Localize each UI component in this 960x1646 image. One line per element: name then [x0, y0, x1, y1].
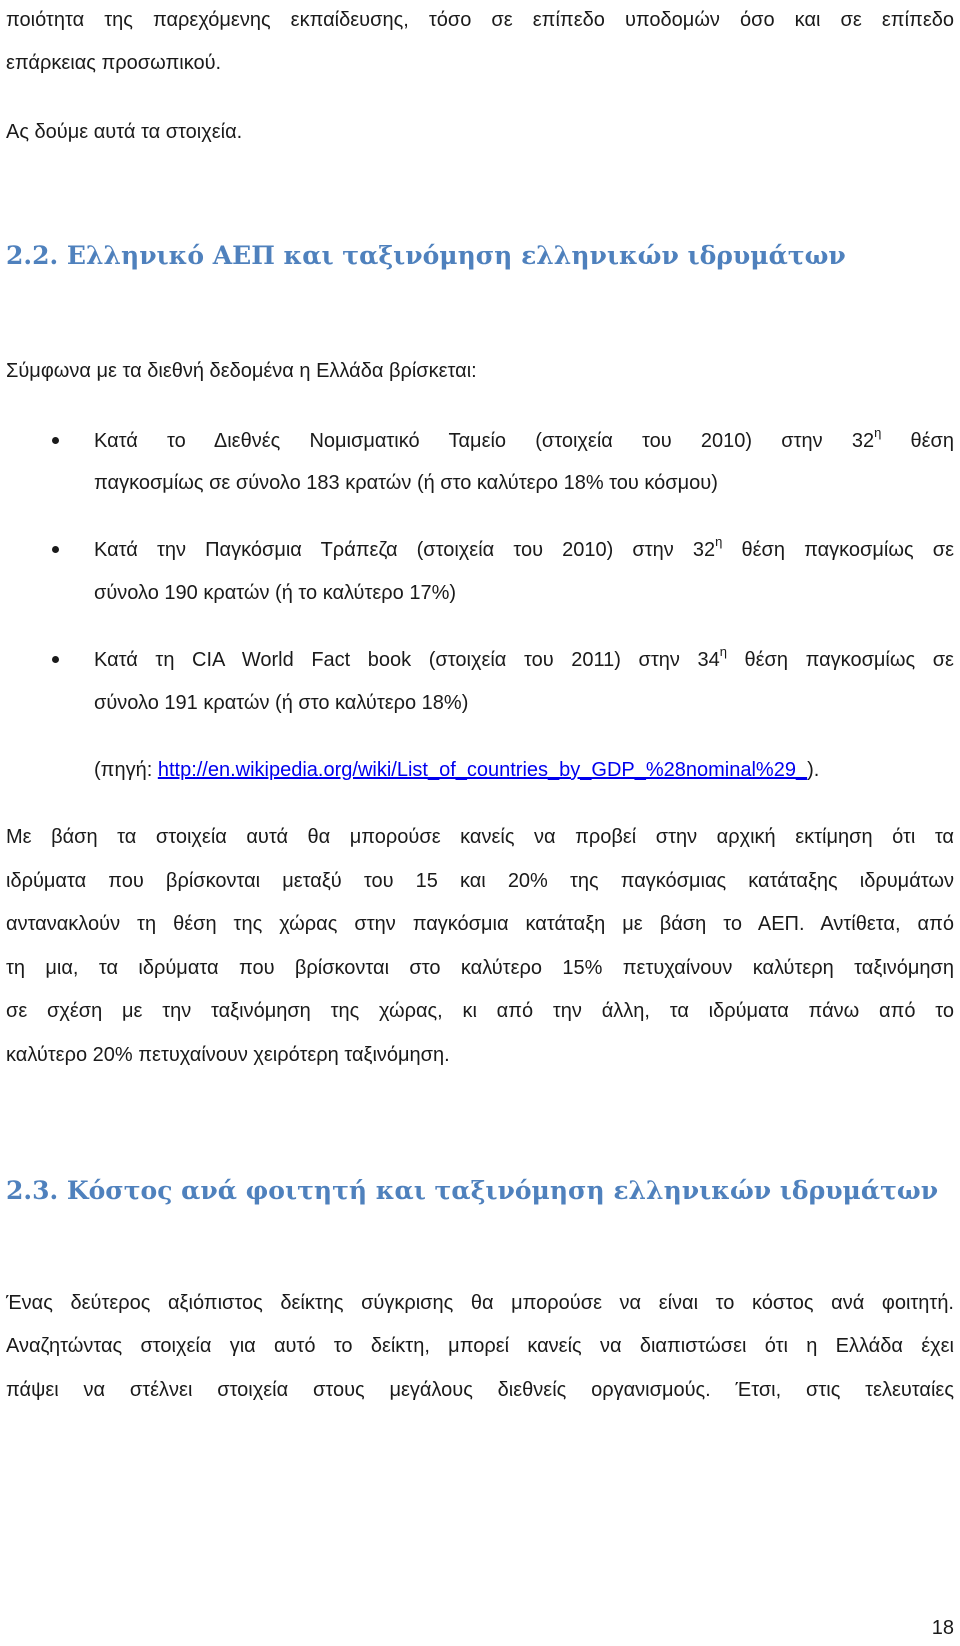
bullet-dot	[52, 656, 59, 663]
source-link[interactable]: http://en.wikipedia.org/wiki/List_of_countries_by_GDP_%28nominal%29_	[157, 759, 808, 781]
section-2-2-paragraph-line: ιδρύματα που βρίσκονται μεταξύ του 15 και 20% της παγκόσμιας κατάταξης ιδρυμάτων	[6, 870, 954, 892]
bullet-3-line-2: σύνολο 191 κρατών (ή στο καλύτερο 18%)	[94, 692, 469, 714]
section-2-2-lead: Σύμφωνα με τα διεθνή δεδομένα η Ελλάδα βρίσκεται:	[6, 360, 477, 382]
section-heading-2-2: 2.2. Ελληνικό ΑΕΠ και ταξινόμηση ελληνικών ιδρυμάτων	[6, 241, 846, 270]
section-2-2-paragraph-line: καλύτερο 20% πετυχαίνουν χειρότερη ταξινόμηση.	[6, 1044, 450, 1066]
bullet-2-line-2: σύνολο 190 κρατών (ή το καλύτερο 17%)	[94, 582, 457, 604]
bullet-2-line-1: Κατά την Παγκόσμια Τράπεζα (στοιχεία του 2010) στην $32^\eta$ θέση παγκοσμίως σε	[94, 534, 954, 561]
bullet-dot	[52, 546, 59, 553]
section-2-2-paragraph-line: Με βάση τα στοιχεία αυτά θα μπορούσε κανείς να προβεί στην αρχική εκτίμηση ότι τα	[6, 826, 954, 848]
section-heading-2-3: 2.3. Κόστος ανά φοιτητή και ταξινόμηση ελληνικών ιδρυμάτων	[6, 1176, 939, 1205]
section-2-2-paragraph-line: τη μια, τα ιδρύματα που βρίσκονται στο καλύτερο 15% πετυχαίνουν καλύτερη ταξινόμηση	[6, 957, 954, 979]
bullet-1-line-2: παγκοσμίως σε σύνολο 183 κρατών (ή στο καλύτερο 18% του κόσμου)	[94, 472, 718, 494]
intro-line-3: Ας δούμε αυτά τα στοιχεία.	[6, 121, 243, 143]
intro-line-2: επάρκειας προσωπικού.	[6, 52, 222, 74]
section-2-3-paragraph-line: πάψει να στέλνει στοιχεία στους μεγάλους διεθνείς οργανισμούς. Έτσι, στις τελευταίες	[6, 1379, 954, 1401]
intro-line-1: ποιότητα της παρεχόμενης εκπαίδευσης, τόσο σε επίπεδο υποδομών όσο και σε επίπεδο	[6, 9, 954, 31]
source-citation: (πηγή: http://en.wikipedia.org/wiki/List_of_countries_by_GDP_%28nominal%29_).	[94, 759, 820, 781]
section-2-3-paragraph-line: Ένας δεύτερος αξιόπιστος δείκτης σύγκρισης θα μπορούσε να είναι το κόστος ανά φοιτητή.	[6, 1292, 954, 1314]
section-2-2-paragraph-line: αντανακλούν τη θέση της χώρας στην παγκόσμια κατάταξη με βάση το ΑΕΠ. Αντίθετα, από	[6, 913, 954, 935]
bullet-dot	[52, 437, 59, 444]
bullet-1-line-1: Κατά το Διεθνές Νομισματικό Ταμείο (στοιχεία του 2010) στην $32^\eta$ θέση	[94, 425, 955, 452]
page-number: 18	[931, 1617, 954, 1639]
bullet-3-line-1: Κατά τη CIA World Fact book (στοιχεία του 2011) στην $34^\eta$ θέση παγκοσμίως σε	[94, 644, 954, 671]
section-2-2-paragraph-line: σε σχέση με την ταξινόμηση της χώρας, κι από την άλλη, τα ιδρύματα πάνω από το	[6, 1000, 954, 1022]
section-2-3-paragraph-line: Αναζητώντας στοιχεία για αυτό το δείκτη, μπορεί κανείς να διαπιστώσει ότι η Ελλάδα έχει	[6, 1335, 954, 1357]
